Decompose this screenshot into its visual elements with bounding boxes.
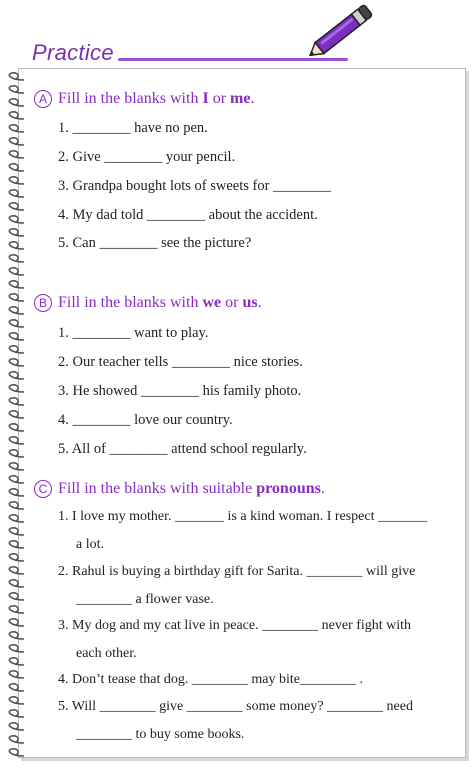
list-item: 5. All of ________ attend school regularly. [58,441,307,457]
spiral-ring [9,684,24,691]
list-item: 5. Will ________ give ________ some money? ________ need [58,699,413,714]
section-b-instruction: Fill in the blanks with we or us. [58,294,262,311]
page-title: Practice [32,40,114,65]
spiral-ring [9,723,24,730]
spiral-ring [9,203,24,210]
section-a-badge: A [34,90,52,108]
spiral-ring [9,242,24,249]
spiral-ring [9,177,24,184]
spiral-ring [9,359,24,366]
spiral-ring [9,502,24,509]
section-c-badge: C [34,480,52,498]
spiral-ring [9,216,24,223]
section-b-heading [34,294,262,312]
spiral-ring [9,476,24,483]
spiral-ring [9,593,24,600]
spiral-ring [9,632,24,639]
spiral-ring [9,320,24,327]
spiral-ring [9,372,24,379]
spiral-ring [9,73,24,80]
spiral-ring [9,749,24,756]
spiral-ring [9,398,24,405]
spiral-ring [9,411,24,418]
spiral-ring [9,255,24,262]
spiral-ring [9,268,24,275]
section-c-heading [34,480,325,498]
spiral-ring [9,736,24,743]
section-b-badge: B [34,294,52,312]
spiral-ring [9,671,24,678]
spiral-ring [9,294,24,301]
spiral-ring [9,541,24,548]
list-item: a lot. [76,537,104,552]
spiral-ring [9,86,24,93]
spiral-ring [9,450,24,457]
title-underline [118,58,348,61]
spiral-ring [9,437,24,444]
spiral-ring [9,658,24,665]
spiral-ring [9,333,24,340]
list-item: ________ to buy some books. [76,727,245,742]
list-item: ________ a flower vase. [76,592,214,607]
list-item: 1. ________ want to play. [58,325,209,341]
spiral-ring [9,385,24,392]
list-item: 3. He showed ________ his family photo. [58,383,302,399]
spiral-ring [9,229,24,236]
list-item: 1. ________ have no pen. [58,120,208,136]
spiral-ring [9,463,24,470]
spiral-ring [9,151,24,158]
list-item: 3. My dog and my cat live in peace. ________ never fight with [58,618,412,633]
spiral-ring [9,424,24,431]
spiral-ring [9,606,24,613]
spiral-ring [9,697,24,704]
list-item: 1. I love my mother. _______ is a kind woman. I respect _______ [58,509,427,524]
spiral-ring [9,99,24,106]
section-c-instruction: Fill in the blanks with suitable pronouns. [58,480,325,497]
spiral-ring [9,190,24,197]
spiral-ring [9,710,24,717]
section-a-instruction: Fill in the blanks with I or me. [58,90,255,107]
list-item: 4. Don’t tease that dog. ________ may bite________ . [58,672,363,687]
spiral-ring [9,528,24,535]
spiral-ring [9,554,24,561]
spiral-ring [9,580,24,587]
spiral-ring [9,489,24,496]
spiral-ring [9,112,24,119]
section-a-heading [34,90,254,108]
spiral-ring [9,346,24,353]
list-item: 2. Rahul is buying a birthday gift for Sarita. ________ will give [58,564,416,579]
spiral-ring [9,125,24,132]
spiral-binding [0,70,30,760]
list-item: 4. ________ love our country. [58,412,233,428]
spiral-ring [9,515,24,522]
list-item: 2. Our teacher tells ________ nice stories. [58,354,303,370]
spiral-ring [9,307,24,314]
pencil-icon [300,0,380,64]
list-item: 2. Give ________ your pencil. [58,149,236,165]
spiral-ring [9,567,24,574]
list-item: 4. My dad told ________ about the accident. [58,207,318,223]
list-item: each other. [76,646,137,661]
list-item: 3. Grandpa bought lots of sweets for ________ [58,178,332,194]
spiral-ring [9,619,24,626]
spiral-ring [9,164,24,171]
spiral-ring [9,645,24,652]
spiral-ring [9,281,24,288]
list-item: 5. Can ________ see the picture? [58,235,252,251]
spiral-ring [9,138,24,145]
